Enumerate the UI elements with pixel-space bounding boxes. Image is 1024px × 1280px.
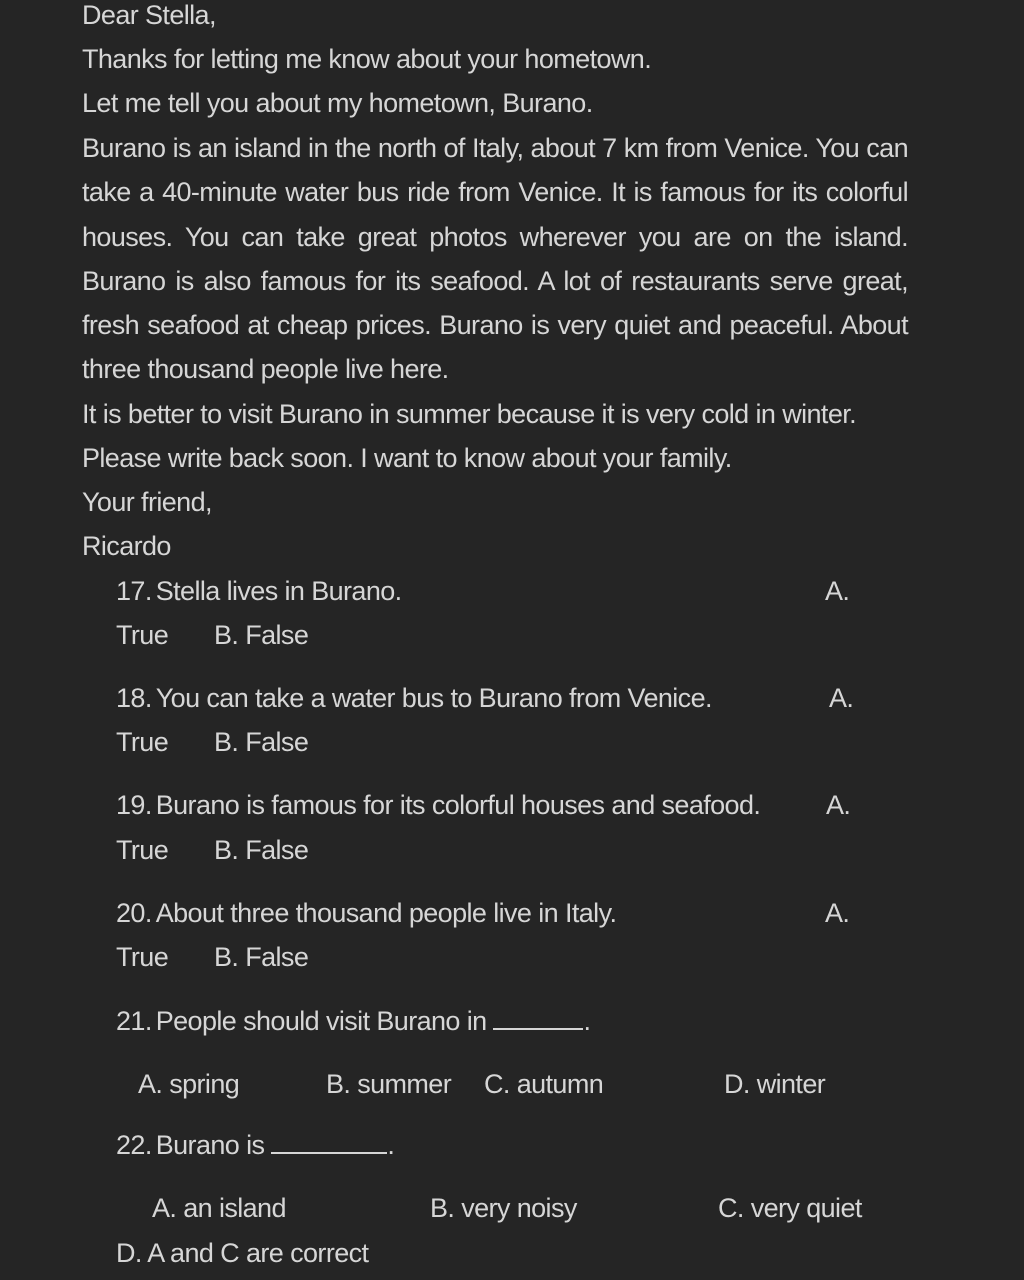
option-a: A. an island <box>152 1193 286 1223</box>
letter-line-intro: Let me tell you about my hometown, Burano. <box>82 88 593 118</box>
option-b: B. False <box>214 835 309 865</box>
question-number: 20. <box>116 898 152 928</box>
letter-greeting: Dear Stella, <box>82 0 216 30</box>
letter-line-write-back: Please write back soon. I want to know about your family. <box>82 443 732 473</box>
option-a-text: True <box>116 942 169 972</box>
question-prompt: About three thousand people live in Italy. <box>155 898 617 928</box>
question-text <box>116 787 760 823</box>
answer-blank <box>493 1024 583 1030</box>
question-prompt: Burano is <box>155 1130 265 1160</box>
option-a-label: A. <box>825 898 850 928</box>
letter-line-visit: It is better to visit Burano in summer because it is very cold in winter. <box>82 399 857 429</box>
answer-blank <box>271 1148 387 1154</box>
option-c: C. very quiet <box>718 1193 862 1223</box>
question-text <box>116 1003 590 1039</box>
option-b: B. very noisy <box>430 1193 577 1223</box>
option-b: B. False <box>214 727 309 757</box>
question-prompt: Stella lives in Burano. <box>155 576 402 606</box>
question-number: 17. <box>116 576 152 606</box>
letter-closing: Your friend, <box>82 487 212 517</box>
question-prompt: You can take a water bus to Burano from Venice. <box>155 683 712 713</box>
option-a-label: A. <box>829 683 854 713</box>
option-a: A. spring <box>138 1069 240 1099</box>
option-a-text: True <box>116 835 169 865</box>
option-a-label: A. <box>826 790 851 820</box>
option-a-text: True <box>116 620 169 650</box>
option-d: D. A and C are correct <box>116 1238 369 1268</box>
question-text <box>116 895 616 931</box>
option-b: B. False <box>214 942 309 972</box>
letter-paragraph: Burano is an island in the north of Italy, about 7 km from Venice. You can take a 40-minute water bus ride from Venice. It is famous for its colorful houses. You can take great photos wherever you are on the island. Burano is also famous for its seafood. A lot of restaurants serve great, fresh seafood at cheap prices. Burano is very quiet and peaceful. About three thousand people live here. <box>82 133 908 385</box>
option-b: B. summer <box>326 1069 452 1099</box>
question-number: 19. <box>116 790 152 820</box>
question-end: . <box>387 1130 395 1160</box>
question-number: 22. <box>116 1130 152 1160</box>
option-d: D. winter <box>724 1069 826 1099</box>
question-prompt: People should visit Burano in <box>155 1006 487 1036</box>
question-number: 21. <box>116 1006 152 1036</box>
question-prompt: Burano is famous for its colorful houses and seafood. <box>155 790 761 820</box>
question-text <box>116 573 402 609</box>
letter-signature: Ricardo <box>82 531 171 561</box>
option-c: C. autumn <box>484 1069 604 1099</box>
option-a-label: A. <box>825 576 850 606</box>
option-a-text: True <box>116 727 169 757</box>
question-number: 18. <box>116 683 152 713</box>
question-text <box>116 680 712 716</box>
letter-line-thanks: Thanks for letting me know about your hometown. <box>82 44 652 74</box>
question-text <box>116 1127 394 1163</box>
option-b: B. False <box>214 620 309 650</box>
question-end: . <box>583 1006 591 1036</box>
